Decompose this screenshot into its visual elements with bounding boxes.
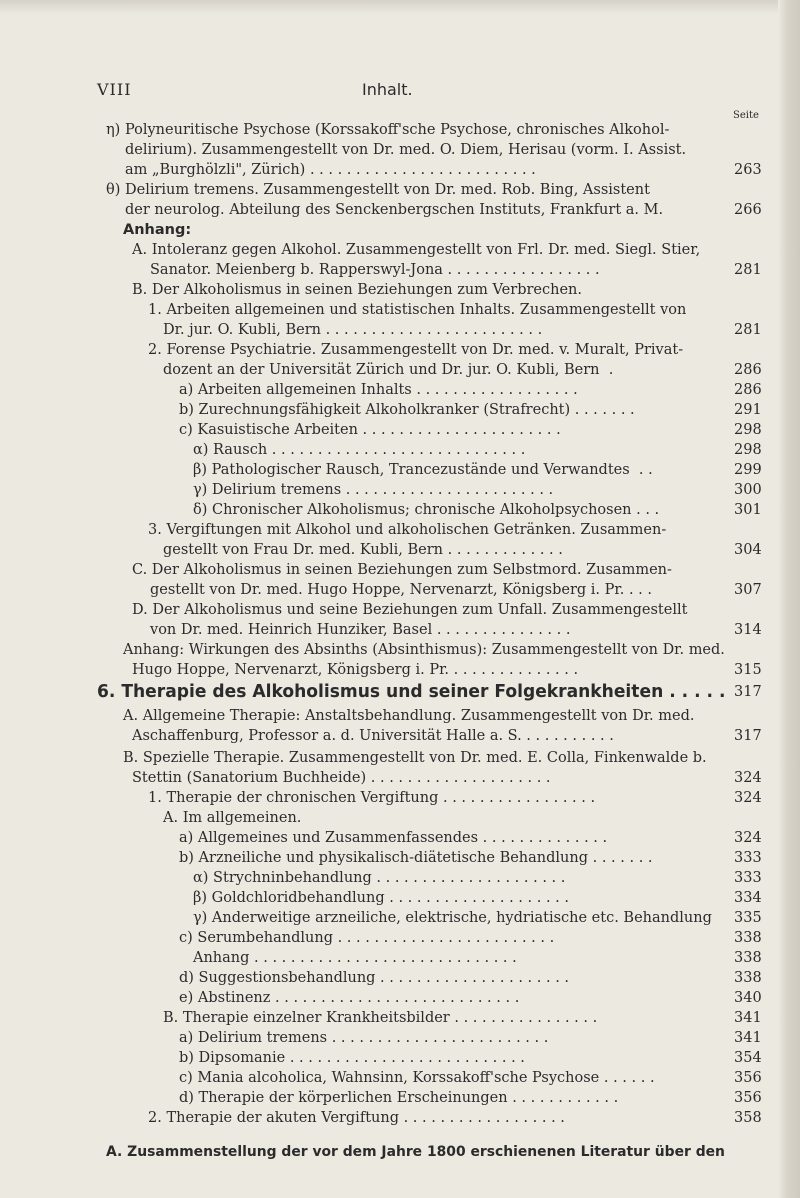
toc-page-number: 335 bbox=[734, 910, 762, 926]
toc-line: α) Strychninbehandlung . . . . . . . . . . . . . . . . . . . . . bbox=[193, 870, 566, 886]
toc-line: θ) Delirium tremens. Zusammengestellt von Dr. med. Rob. Bing, Assistent bbox=[106, 182, 650, 198]
toc-line: 2. Forense Psychiatrie. Zusammengestellt von Dr. med. v. Muralt, Privat- bbox=[148, 342, 684, 358]
toc-line: Aschaffenburg, Professor a. d. Universität Halle a. S. . . . . . . . . . . bbox=[132, 728, 614, 744]
toc-line: B. Spezielle Therapie. Zusammengestellt von Dr. med. E. Colla, Finkenwalde b. bbox=[123, 750, 707, 766]
toc-line: γ) Delirium tremens . . . . . . . . . . . . . . . . . . . . . . . bbox=[193, 482, 554, 498]
toc-page-number: 358 bbox=[734, 1110, 762, 1126]
toc-line: D. Der Alkoholismus und seine Beziehungen zum Unfall. Zusammengestellt bbox=[132, 602, 688, 618]
toc-page-number: 334 bbox=[734, 890, 762, 906]
toc-line: Hugo Hoppe, Nervenarzt, Königsberg i. Pr. . . . . . . . . . . . . . . bbox=[132, 662, 579, 678]
toc-page-number: 333 bbox=[734, 870, 762, 886]
toc-page-number: 317 bbox=[734, 684, 762, 700]
page-number: VIII bbox=[97, 80, 132, 99]
toc-line: c) Kasuistische Arbeiten . . . . . . . . . . . . . . . . . . . . . . bbox=[179, 422, 561, 438]
toc-page-number: 340 bbox=[734, 990, 762, 1006]
toc-line: der neurolog. Abteilung des Senckenbergschen Instituts, Frankfurt a. M. bbox=[125, 202, 664, 218]
toc-page-number: 286 bbox=[734, 382, 762, 398]
toc-page-number: 341 bbox=[734, 1030, 762, 1046]
toc-line: b) Arzneiliche und physikalisch-diätetische Behandlung . . . . . . . bbox=[179, 850, 653, 866]
toc-page-number: 324 bbox=[734, 790, 762, 806]
toc-page-number: 338 bbox=[734, 930, 762, 946]
toc-line: am „Burghölzli", Zürich) . . . . . . . . . . . . . . . . . . . . . . . . . bbox=[125, 162, 536, 178]
toc-page-number: 304 bbox=[734, 542, 762, 558]
toc-page-number: 266 bbox=[734, 202, 762, 218]
toc-page-number: 263 bbox=[734, 162, 762, 178]
toc-line: gestellt von Dr. med. Hugo Hoppe, Nervenarzt, Königsberg i. Pr. . . . bbox=[150, 582, 652, 598]
toc-line: A. Im allgemeinen. bbox=[163, 810, 302, 826]
toc-line: c) Mania alcoholica, Wahnsinn, Korssakoff'sche Psychose . . . . . . bbox=[179, 1070, 655, 1086]
toc-line: Sanator. Meienberg b. Rapperswyl-Jona . . . . . . . . . . . . . . . . . bbox=[150, 262, 600, 278]
toc-page-number: 307 bbox=[734, 582, 762, 598]
toc-line: η) Polyneuritische Psychose (Korssakoff'sche Psychose, chronisches Alkohol- bbox=[106, 122, 670, 138]
toc-page-number: 338 bbox=[734, 950, 762, 966]
toc-page-number: 333 bbox=[734, 850, 762, 866]
toc-line: Anhang: Wirkungen des Absinths (Absinthismus): Zusammengestellt von Dr. med. bbox=[123, 642, 725, 658]
toc-page-number: 286 bbox=[734, 362, 762, 378]
toc-line: d) Suggestionsbehandlung . . . . . . . . . . . . . . . . . . . . . bbox=[179, 970, 570, 986]
toc-page-number: 314 bbox=[734, 622, 762, 638]
toc-page-number: 317 bbox=[734, 728, 762, 744]
toc-line: 1. Arbeiten allgemeinen und statistischen Inhalts. Zusammengestellt von bbox=[148, 302, 687, 318]
page-top-edge bbox=[0, 0, 800, 14]
toc-page-number: 291 bbox=[734, 402, 762, 418]
toc-page-number: 338 bbox=[734, 970, 762, 986]
toc-page-number: 356 bbox=[734, 1070, 762, 1086]
toc-page-number: 324 bbox=[734, 770, 762, 786]
toc-page-number: 299 bbox=[734, 462, 762, 478]
toc-line: β) Goldchloridbehandlung . . . . . . . . . . . . . . . . . . . . bbox=[193, 890, 569, 906]
toc-line: C. Der Alkoholismus in seinen Beziehungen zum Selbstmord. Zusammen- bbox=[132, 562, 672, 578]
toc-line: 2. Therapie der akuten Vergiftung . . . . . . . . . . . . . . . . . . bbox=[148, 1110, 565, 1126]
toc-page-number: 356 bbox=[734, 1090, 762, 1106]
toc-line: Dr. jur. O. Kubli, Bern . . . . . . . . . . . . . . . . . . . . . . . . bbox=[163, 322, 543, 338]
toc-line: Stettin (Sanatorium Buchheide) . . . . . . . . . . . . . . . . . . . . bbox=[132, 770, 551, 786]
toc-line: dozent an der Universität Zürich und Dr. jur. O. Kubli, Bern . bbox=[163, 362, 614, 378]
toc-page-number: 300 bbox=[734, 482, 762, 498]
toc-line: von Dr. med. Heinrich Hunziker, Basel . . . . . . . . . . . . . . . bbox=[150, 622, 571, 638]
toc-line: B. Therapie einzelner Krankheitsbilder . . . . . . . . . . . . . . . . bbox=[163, 1010, 598, 1026]
toc-line: A. Allgemeine Therapie: Anstaltsbehandlung. Zusammengestellt von Dr. med. bbox=[123, 708, 695, 724]
toc-line: c) Serumbehandlung . . . . . . . . . . . . . . . . . . . . . . . . bbox=[179, 930, 555, 946]
toc-line: Anhang . . . . . . . . . . . . . . . . . . . . . . . . . . . . . bbox=[193, 950, 517, 966]
toc-line: b) Zurechnungsfähigkeit Alkoholkranker (Strafrecht) . . . . . . . bbox=[179, 402, 635, 418]
toc-line: β) Pathologischer Rausch, Trancezustände und Verwandtes . . bbox=[193, 462, 653, 478]
toc-line: 1. Therapie der chronischen Vergiftung . . . . . . . . . . . . . . . . . bbox=[148, 790, 596, 806]
toc-line: A. Intoleranz gegen Alkohol. Zusammengestellt von Frl. Dr. med. Siegl. Stier, bbox=[132, 242, 701, 258]
toc-line: α) Rausch . . . . . . . . . . . . . . . . . . . . . . . . . . . . bbox=[193, 442, 526, 458]
seite-label: Seite bbox=[733, 110, 759, 121]
toc-line: 3. Vergiftungen mit Alkohol und alkoholischen Getränken. Zusammen- bbox=[148, 522, 667, 538]
toc-page-number: 281 bbox=[734, 262, 762, 278]
toc-line: a) Delirium tremens . . . . . . . . . . . . . . . . . . . . . . . . bbox=[179, 1030, 549, 1046]
toc-page-number: 324 bbox=[734, 830, 762, 846]
page-right-edge bbox=[778, 0, 800, 1198]
toc-line: a) Allgemeines und Zusammenfassendes . . . . . . . . . . . . . . bbox=[179, 830, 608, 846]
toc-page-number: 298 bbox=[734, 442, 762, 458]
toc-page-number: 301 bbox=[734, 502, 762, 518]
toc-line: A. Zusammenstellung der vor dem Jahre 1800 erschienenen Literatur über den bbox=[106, 1144, 725, 1160]
page-title: Inhalt. bbox=[362, 80, 413, 99]
toc-page-number: 341 bbox=[734, 1010, 762, 1026]
toc-line: γ) Anderweitige arzneiliche, elektrische, hydriatische etc. Behandlung bbox=[193, 910, 712, 926]
toc-line: delirium). Zusammengestellt von Dr. med. O. Diem, Herisau (vorm. I. Assist. bbox=[125, 142, 687, 158]
toc-line: d) Therapie der körperlichen Erscheinungen . . . . . . . . . . . . bbox=[179, 1090, 619, 1106]
toc-line: e) Abstinenz . . . . . . . . . . . . . . . . . . . . . . . . . . . bbox=[179, 990, 520, 1006]
toc-line: Anhang: bbox=[123, 222, 192, 238]
toc-line: δ) Chronischer Alkoholismus; chronische Alkoholpsychosen . . . bbox=[193, 502, 660, 518]
toc-page-number: 281 bbox=[734, 322, 762, 338]
toc-line: gestellt von Frau Dr. med. Kubli, Bern . . . . . . . . . . . . . bbox=[163, 542, 563, 558]
toc-page-number: 298 bbox=[734, 422, 762, 438]
toc-line: 6. Therapie des Alkoholismus und seiner Folgekrankheiten . . . . . bbox=[97, 682, 726, 702]
toc-page-number: 315 bbox=[734, 662, 762, 678]
toc-line: b) Dipsomanie . . . . . . . . . . . . . . . . . . . . . . . . . . bbox=[179, 1050, 525, 1066]
toc-line: a) Arbeiten allgemeinen Inhalts . . . . . . . . . . . . . . . . . . bbox=[179, 382, 578, 398]
toc-line: B. Der Alkoholismus in seinen Beziehungen zum Verbrechen. bbox=[132, 282, 582, 298]
toc-page-number: 354 bbox=[734, 1050, 762, 1066]
